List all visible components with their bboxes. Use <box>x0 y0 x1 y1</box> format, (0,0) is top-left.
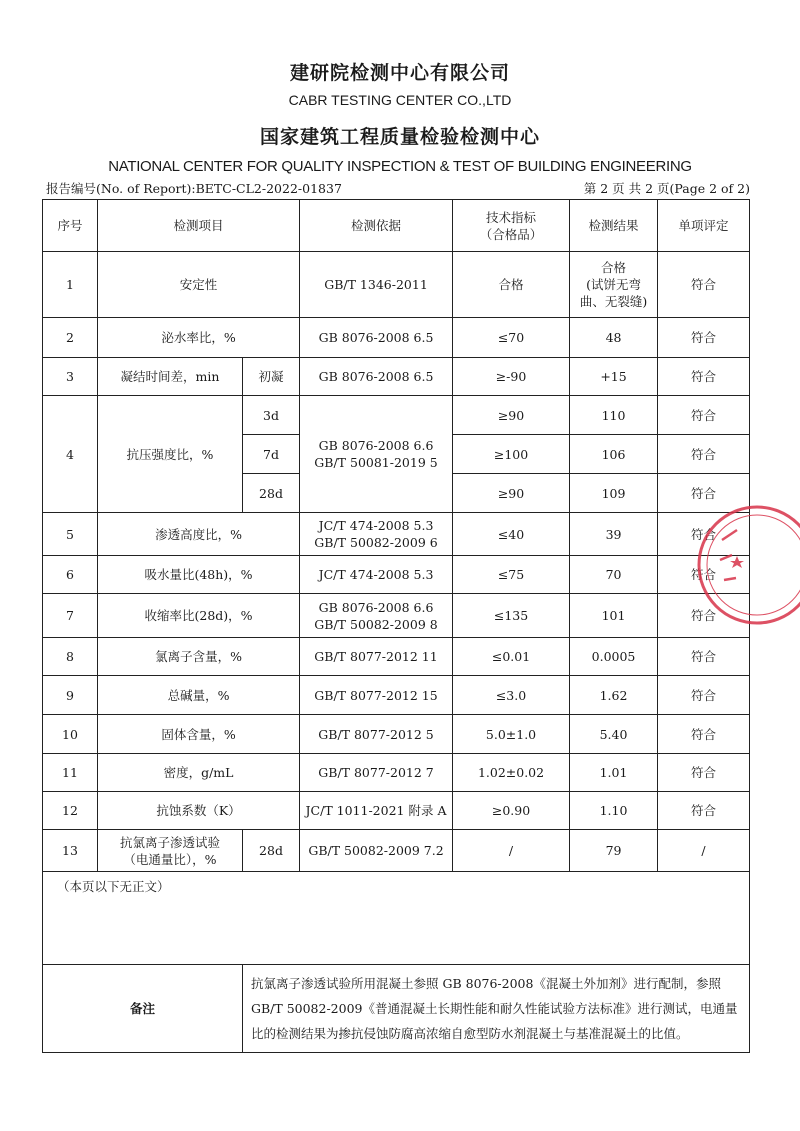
row-sub: 28d <box>243 830 300 872</box>
table-row <box>43 556 750 594</box>
row-spec: 合格 <box>453 252 570 318</box>
row-basis <box>300 594 453 638</box>
row-no: 6 <box>43 556 98 594</box>
table-row <box>43 830 750 872</box>
row-basis: GB/T 8077-2012 7 <box>300 754 453 792</box>
company-name-en: CABR TESTING CENTER CO.,LTD <box>288 92 512 108</box>
row-result: 39 <box>570 513 658 556</box>
header-basis: 检测依据 <box>300 200 453 252</box>
row-item-line: 抗氯离子渗透试验 <box>119 834 220 850</box>
row-basis-line: GB 8076-2008 6.6 <box>318 438 434 453</box>
row-result: 109 <box>570 474 658 513</box>
row-basis: GB/T 8077-2012 15 <box>300 676 453 715</box>
row-result-line: 曲、无裂缝) <box>579 294 648 309</box>
table-row <box>43 676 750 715</box>
row-judge: 符合 <box>658 435 750 474</box>
row-spec: ≥100 <box>453 435 570 474</box>
table-row <box>43 513 750 556</box>
table-row <box>43 252 750 318</box>
row-basis: GB 8076-2008 6.5 <box>300 318 453 358</box>
row-basis: GB/T 8077-2012 11 <box>300 638 453 676</box>
row-judge: 符合 <box>658 318 750 358</box>
row-item: 收缩率比(28d)，% <box>98 594 300 638</box>
row-spec: ≤0.01 <box>453 638 570 676</box>
row-judge: 符合 <box>658 792 750 830</box>
row-judge: 符合 <box>658 594 750 638</box>
header-judge: 单项评定 <box>658 200 750 252</box>
table-row <box>43 792 750 830</box>
row-basis-line: GB/T 50081-2019 5 <box>314 455 438 470</box>
row-result: 79 <box>570 830 658 872</box>
row-basis-line: GB 8076-2008 6.6 <box>318 599 434 615</box>
header-spec <box>453 200 570 252</box>
row-no: 2 <box>43 318 98 358</box>
row-result: 1.62 <box>570 676 658 715</box>
row-judge: 符合 <box>658 513 750 556</box>
row-no: 11 <box>43 754 98 792</box>
row-judge: 符合 <box>658 252 750 318</box>
row-basis: JC/T 1011-2021 附录 A <box>300 792 453 830</box>
row-result: 1.01 <box>570 754 658 792</box>
row-spec: ≤135 <box>453 594 570 638</box>
row-item: 凝结时间差，min <box>98 358 243 396</box>
row-spec: / <box>453 830 570 872</box>
row-spec: ≤3.0 <box>453 676 570 715</box>
row-spec: ≥90 <box>453 396 570 435</box>
row-basis: GB/T 8077-2012 5 <box>300 715 453 754</box>
row-basis-line: JC/T 474-2008 5.3 <box>318 518 434 533</box>
row-spec: ≥-90 <box>453 358 570 396</box>
row-spec: ≤70 <box>453 318 570 358</box>
company-name-cn: 建研院检测中心有限公司 <box>289 62 510 84</box>
row-item: 总碱量，% <box>98 676 300 715</box>
row-basis: GB/T 50082-2009 7.2 <box>300 830 453 872</box>
row-item: 安定性 <box>98 252 300 318</box>
row-no: 10 <box>43 715 98 754</box>
table-row <box>43 396 750 435</box>
row-basis <box>300 513 453 556</box>
table-row <box>43 715 750 754</box>
row-result: 106 <box>570 435 658 474</box>
row-basis: GB/T 1346-2011 <box>300 252 453 318</box>
center-name-cn: 国家建筑工程质量检验检测中心 <box>259 126 540 148</box>
row-result <box>570 252 658 318</box>
row-spec: ≥90 <box>453 474 570 513</box>
row-item-line: （电通量比），% <box>123 851 217 867</box>
table-row <box>43 318 750 358</box>
row-no: 7 <box>43 594 98 638</box>
row-no: 4 <box>43 396 98 513</box>
header-result: 检测结果 <box>570 200 658 252</box>
row-item: 渗透高度比，% <box>98 513 300 556</box>
row-judge: 符合 <box>658 676 750 715</box>
row-judge: 符合 <box>658 358 750 396</box>
blank-note: （本页以下无正文） <box>43 872 750 965</box>
row-no: 5 <box>43 513 98 556</box>
header-item: 检测项目 <box>98 200 300 252</box>
row-basis-line: GB/T 50082-2009 8 <box>314 616 438 632</box>
row-result: 48 <box>570 318 658 358</box>
center-name-en: NATIONAL CENTER FOR QUALITY INSPECTION & TEST OF BUILDING ENGINEERING <box>108 158 692 175</box>
row-basis: GB 8076-2008 6.5 <box>300 358 453 396</box>
row-age: 28d <box>243 474 300 513</box>
row-no: 8 <box>43 638 98 676</box>
row-item: 氯离子含量，% <box>98 638 300 676</box>
row-item <box>98 830 243 872</box>
row-age: 3d <box>243 396 300 435</box>
row-spec: ≥0.90 <box>453 792 570 830</box>
header-seq: 序号 <box>43 200 98 252</box>
blank-note-row <box>43 872 750 965</box>
table-row <box>43 594 750 638</box>
row-age: 7d <box>243 435 300 474</box>
row-no: 1 <box>43 252 98 318</box>
row-item: 泌水率比，% <box>98 318 300 358</box>
row-basis <box>300 396 453 513</box>
row-item: 抗蚀系数（K） <box>98 792 300 830</box>
header-spec-line-1: 技术指标 <box>486 209 537 225</box>
table-row <box>43 358 750 396</box>
row-result: 70 <box>570 556 658 594</box>
row-judge: 符合 <box>658 474 750 513</box>
row-result: 101 <box>570 594 658 638</box>
remark-label: 备注 <box>43 965 243 1053</box>
row-judge: 符合 <box>658 556 750 594</box>
row-judge: 符合 <box>658 638 750 676</box>
row-basis: JC/T 474-2008 5.3 <box>300 556 453 594</box>
header-spec-line-2: （合格品） <box>479 226 543 242</box>
row-sub: 初凝 <box>243 358 300 396</box>
row-result: 110 <box>570 396 658 435</box>
row-no: 3 <box>43 358 98 396</box>
row-no: 13 <box>43 830 98 872</box>
table-row <box>43 754 750 792</box>
row-spec: ≤40 <box>453 513 570 556</box>
row-result: +15 <box>570 358 658 396</box>
row-no: 9 <box>43 676 98 715</box>
report-number: 报告编号(No. of Report):BETC-CL2-2022-01837 <box>46 181 342 196</box>
row-result: 5.40 <box>570 715 658 754</box>
row-item: 吸水量比(48h)，% <box>98 556 300 594</box>
table-row <box>43 638 750 676</box>
row-judge: 符合 <box>658 754 750 792</box>
row-item: 固体含量，% <box>98 715 300 754</box>
row-item: 抗压强度比，% <box>98 396 243 513</box>
remark-text: 抗氯离子渗透试验所用混凝土参照 GB 8076-2008《混凝土外加剂》进行配制，参照 GB/T 50082-2009《普通混凝土长期性能和耐久性能试验方法标准》进行测试，电通量比的检测结果为掺抗侵蚀防腐高浓缩自愈型防水剂混凝土与基准混凝土的比值。 <box>243 965 750 1053</box>
row-result-line: (试饼无弯 <box>586 277 641 292</box>
table-header-row <box>43 200 750 252</box>
row-no: 12 <box>43 792 98 830</box>
row-basis-line: GB/T 50082-2009 6 <box>314 535 438 550</box>
row-judge: 符合 <box>658 715 750 754</box>
row-spec: 1.02±0.02 <box>453 754 570 792</box>
row-spec: 5.0±1.0 <box>453 715 570 754</box>
results-table <box>42 199 750 1053</box>
row-item: 密度，g/mL <box>98 754 300 792</box>
row-spec: ≤75 <box>453 556 570 594</box>
row-result-line: 合格 <box>601 260 627 275</box>
row-judge: 符合 <box>658 396 750 435</box>
row-judge: / <box>658 830 750 872</box>
page-number: 第 2 页 共 2 页(Page 2 of 2) <box>583 181 750 196</box>
row-result: 0.0005 <box>570 638 658 676</box>
remark-row <box>43 965 750 1053</box>
row-result: 1.10 <box>570 792 658 830</box>
